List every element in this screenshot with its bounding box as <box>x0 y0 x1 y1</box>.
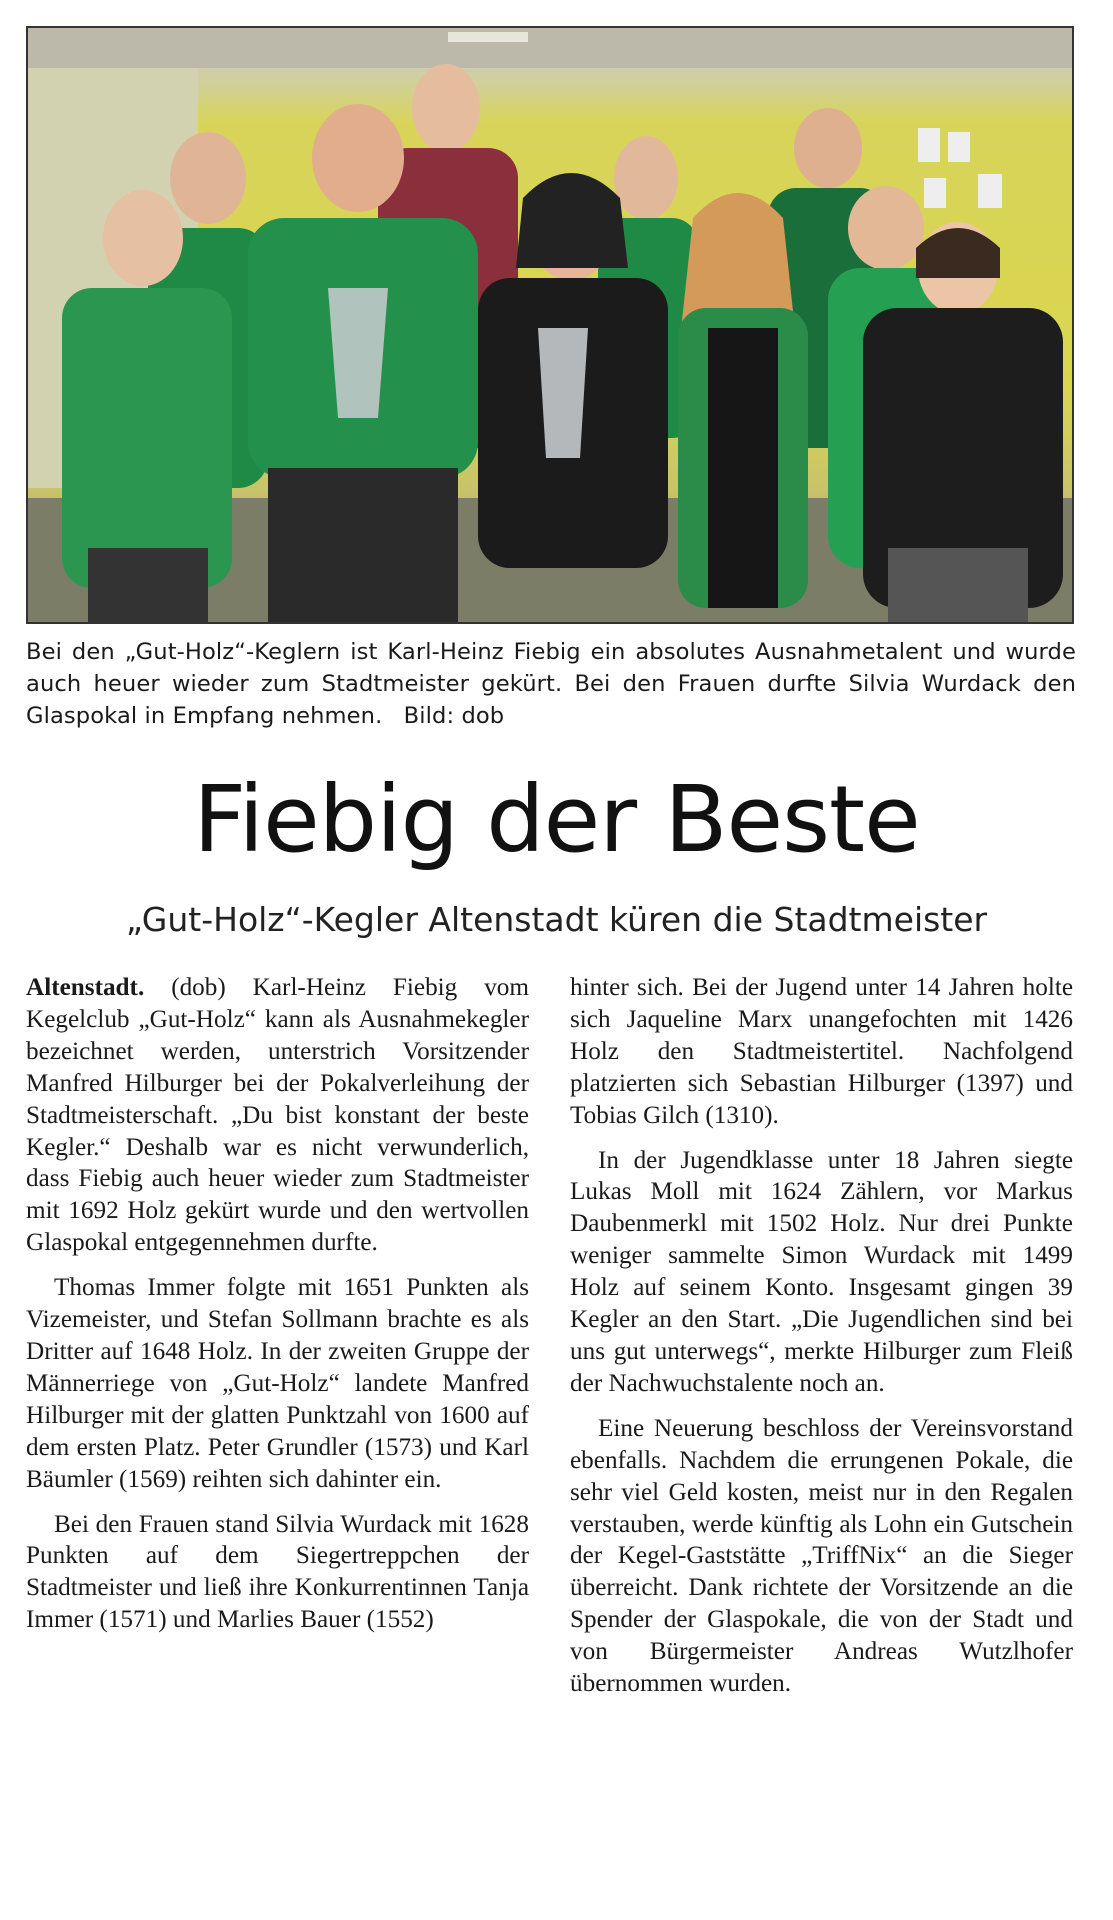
subheadline: „Gut-Holz“-Kegler Altenstadt küren die Stadtmeister <box>125 900 988 939</box>
article-paragraph: Bei den Frauen stand Silvia Wurdack mit 1628 Punkten auf dem Siegertreppchen der Stadtmeister und ließ ihre Konkurrentinnen Tanja Immer (1571) und Marlies Bauer (1552) <box>26 1510 529 1634</box>
article-paragraph: In der Jugendklasse unter 18 Jahren siegte Lukas Moll mit 1624 Zählern, vor Markus Daubenmerkl mit 1502 Holz. Nur drei Punkte weniger sammelte Simon Wurdack mit 1499 Holz auf seinem Konto. Insgesamt gingen 39 Kegler an den Start. „Die Jugendlichen sind bei uns gut unterwegs“, merkte Hilburger zum Fleiß der Nachwuchstalente noch an. <box>570 1146 1073 1397</box>
photo-credit: Bild: dob <box>403 703 505 729</box>
article-paragraph: Altenstadt. (dob) Karl-Heinz Fiebig vom Kegelclub „Gut-Holz“ kann als Ausnahmekegler bezeichnet werden, unterstrich Vorsitzender Manfred Hilburger bei der Pokalverleihung der Stadtmeisterschaft. „Du bist konstant der beste Kegler.“ Deshalb war es nicht verwunderlich, dass Fiebig auch heuer wieder zum Stadtmeister mit 1692 Holz gekürt wurde und den wertvollen Glaspokal entgegennehmen durfte. <box>26 974 529 1257</box>
team-photo-illustration <box>28 28 1072 622</box>
article-column-left <box>26 972 529 1649</box>
photo-caption <box>26 636 1076 732</box>
team-photo <box>26 26 1074 624</box>
article-column-right <box>570 972 1073 1713</box>
article-paragraph: Eine Neuerung beschloss der Vereinsvorstand ebenfalls. Nachdem die errungenen Pokale, die sehr viel Geld kosten, meist nur in den Regalen verstauben, werde künftig als Lohn ein Gutschein der Kegel-Gaststätte „TriffNix“ an die Sieger überreicht. Dank richtete der Vorsitzende an die Spender der Glaspokale, die von der Stadt und von Bürgermeister Andreas Wutzlhofer übernommen wurden. <box>570 1414 1073 1698</box>
caption-text: Bei den „Gut-Holz“-Keglern ist Karl-Heinz Fiebig ein absolutes Ausnahmetalent und wurde auch heuer wieder zum Stadtmeister gekürt. Bei den Frauen durfte Silvia Wurdack den Glaspokal in Empfang nehmen. <box>26 639 1076 729</box>
headline: Fiebig der Beste <box>193 766 920 873</box>
article-paragraph: Thomas Immer folgte mit 1651 Punkten als Vizemeister, und Stefan Sollmann brachte es als Dritter auf 1648 Holz. In der zweiten Gruppe der Männerriege von „Gut-Holz“ landete Manfred Hilburger mit der glatten Punktzahl von 1600 auf dem ersten Platz. Peter Grundler (1573) und Karl Bäumler (1569) reihten sich dahinter ein. <box>26 1274 529 1493</box>
dateline: Altenstadt. <box>26 974 145 1001</box>
article-paragraph: hinter sich. Bei der Jugend unter 14 Jahren holte sich Jaqueline Marx unangefochten mit 1426 Holz den Stadtmeistertitel. Nachfolgend platzierten sich Sebastian Hilburger (1397) und Tobias Gilch (1310). <box>570 974 1073 1129</box>
